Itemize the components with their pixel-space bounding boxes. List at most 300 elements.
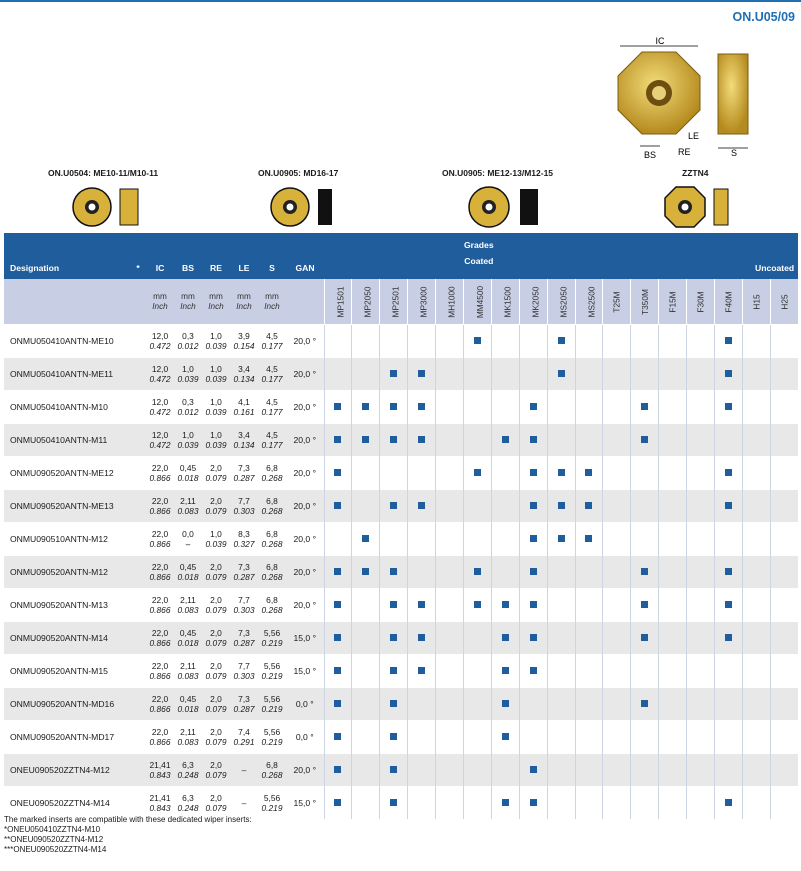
table-row [4,391,798,424]
grade-cell-mk1500 [491,622,519,655]
availability-mark [530,403,537,410]
grade-cell-mk2050 [519,754,547,787]
grade-cell-ms2050 [547,391,575,424]
bs-cell: 6,3 0.248 [174,787,202,820]
grade-cell-mp3000 [408,754,436,787]
table-row [4,358,798,391]
grade-label: MP1501 [334,286,345,317]
grade-cell-mm4500 [463,589,491,622]
availability-mark [530,634,537,641]
s-cell: 5,56 0.219 [258,622,286,655]
availability-mark [390,634,397,641]
availability-mark [390,601,397,608]
availability-mark [390,436,397,443]
bs-cell: 6,3 0.248 [174,754,202,787]
grade-cell-h15 [742,589,770,622]
grade-cell-h25 [770,655,798,688]
grade-label: F30M [695,290,706,313]
availability-mark [390,733,397,740]
availability-mark [502,634,509,641]
grade-cell-f15m [659,688,687,721]
grade-cell-mk1500 [491,787,519,820]
le-cell: 7,3 0.287 [230,457,258,490]
grade-label: H25 [779,293,790,310]
grade-cell-t350m [631,556,659,589]
availability-mark [558,370,565,377]
grade-cell-t350m [631,391,659,424]
re-cell: 2,0 0.079 [202,490,230,523]
grade-cell-mp1501 [324,655,352,688]
grade-cell-h15 [742,655,770,688]
re-cell: 2,0 0.079 [202,556,230,589]
grade-cell-mk2050 [519,721,547,754]
re-cell: 2,0 0.079 [202,589,230,622]
availability-mark [418,370,425,377]
grade-cell-mk1500 [491,358,519,391]
re-cell: 1,0 0.039 [202,325,230,358]
availability-mark [390,568,397,575]
s-cell: 4,5 0.177 [258,391,286,424]
grade-cell-mm4500 [463,457,491,490]
label-le: LE [688,131,700,141]
ic-cell: 12,0 0.472 [146,358,174,391]
grade-cell-t25m [603,622,631,655]
units-cell [146,279,174,325]
grade-cell-mh1000 [436,754,464,787]
grade-cell-mm4500 [463,325,491,358]
grade-cell-ms2050 [547,754,575,787]
grade-cell-mh1000 [436,457,464,490]
insert-side-view [718,54,748,134]
grade-cell-mp1501 [324,556,352,589]
grade-cell-t25m [603,358,631,391]
grade-cell-mp3000 [408,589,436,622]
availability-mark [362,535,369,542]
grade-cell-mp2501 [380,424,408,457]
grade-cell-f15m [659,325,687,358]
grade-cell-mp1501 [324,358,352,391]
units-cell [258,279,286,325]
ic-cell: 22,0 0.866 [146,589,174,622]
table-row [4,754,798,787]
grade-cell-t25m [603,490,631,523]
grade-cell-mp2501 [380,655,408,688]
grade-cell-f40m [714,622,742,655]
grade-cell-mk1500 [491,523,519,556]
grade-cell-t350m [631,655,659,688]
gan-cell: 0,0 ° [286,688,324,721]
re-cell: 2,0 0.079 [202,787,230,820]
grade-cell-mp2501 [380,622,408,655]
bs-cell: 2,11 0.083 [174,490,202,523]
grade-cell-mk2050 [519,655,547,688]
grade-cell-mk1500 [491,424,519,457]
table-row [4,490,798,523]
grade-cell-f40m [714,589,742,622]
grade-cell-ms2500 [575,391,603,424]
re-cell: 2,0 0.079 [202,457,230,490]
availability-mark [334,601,341,608]
grade-cell-mp2501 [380,754,408,787]
availability-mark [474,601,481,608]
grade-cell-h25 [770,721,798,754]
grade-cell-mm4500 [463,754,491,787]
grade-cell-mk2050 [519,424,547,457]
availability-mark [725,601,732,608]
availability-mark [502,601,509,608]
grade-cell-f30m [687,721,715,754]
grade-cell-t350m [631,589,659,622]
grade-cell-h15 [742,358,770,391]
grade-cell-f40m [714,688,742,721]
ic-cell: 12,0 0.472 [146,325,174,358]
gan-cell: 20,0 ° [286,589,324,622]
availability-mark [334,799,341,806]
star-cell [130,325,146,358]
grade-cell-mp2050 [352,622,380,655]
grade-cell-mp2050 [352,556,380,589]
grade-cell-ms2500 [575,457,603,490]
grade-cell-mp2050 [352,787,380,820]
grade-cell-ms2500 [575,490,603,523]
grade-cell-f15m [659,358,687,391]
grade-cell-mk1500 [491,490,519,523]
designation-cell: ONEU090520ZZTN4-M14 [4,787,130,820]
grade-cell-ms2500 [575,787,603,820]
grade-cell-mh1000 [436,655,464,688]
grade-header-mk2050 [519,279,547,325]
gan-cell: 20,0 ° [286,754,324,787]
grade-header-t350m [631,279,659,325]
grade-header-f15m [659,279,687,325]
grade-cell-t25m [603,589,631,622]
re-cell: 1,0 0.039 [202,424,230,457]
grade-label: H15 [751,293,762,310]
grade-cell-t25m [603,655,631,688]
grade-cell-mp3000 [408,457,436,490]
grade-cell-h25 [770,325,798,358]
grade-cell-ms2050 [547,457,575,490]
grade-cell-t25m [603,721,631,754]
star-cell [130,457,146,490]
s-cell: 6,8 0.268 [258,523,286,556]
ic-cell: 22,0 0.866 [146,655,174,688]
grade-cell-t25m [603,754,631,787]
grade-cell-mk2050 [519,391,547,424]
grade-cell-h15 [742,391,770,424]
availability-mark [585,502,592,509]
note-line: The marked inserts are compatible with these dedicated wiper inserts: [4,815,252,824]
grade-cell-f40m [714,424,742,457]
grade-cell-mp2050 [352,424,380,457]
bs-cell: 0,45 0.018 [174,688,202,721]
grade-label: MP2050 [362,286,373,317]
grade-cell-mp1501 [324,688,352,721]
grade-cell-mk2050 [519,490,547,523]
s-cell: 4,5 0.177 [258,325,286,358]
designation-cell: ONMU090520ANTN-M14 [4,622,130,655]
availability-mark [390,766,397,773]
grade-cell-t350m [631,457,659,490]
grade-cell-f40m [714,721,742,754]
table-row [4,457,798,490]
table-row [4,523,798,556]
grade-cell-f30m [687,556,715,589]
grade-label: MM4500 [475,285,486,318]
grade-cell-mp2501 [380,688,408,721]
head-uncoated: Uncoated [742,233,798,279]
grade-cell-mk1500 [491,655,519,688]
availability-mark [530,568,537,575]
grade-label: MP3000 [418,286,429,317]
grade-cell-mk2050 [519,523,547,556]
grade-cell-h15 [742,622,770,655]
availability-mark [725,370,732,377]
grade-cell-f30m [687,622,715,655]
availability-mark [641,403,648,410]
grade-cell-mp2501 [380,787,408,820]
designation-cell: ONMU090520ANTN-M15 [4,655,130,688]
grade-cell-mh1000 [436,688,464,721]
grade-cell-h15 [742,457,770,490]
grade-cell-t350m [631,424,659,457]
grade-cell-f15m [659,523,687,556]
designation-cell: ONMU090520ANTN-MD17 [4,721,130,754]
grade-cell-mh1000 [436,787,464,820]
gan-cell: 15,0 ° [286,655,324,688]
grade-header-ms2500 [575,279,603,325]
grade-cell-mh1000 [436,424,464,457]
star-cell [130,523,146,556]
grade-header-h25 [770,279,798,325]
grade-cell-t350m [631,622,659,655]
inserts-table [4,233,798,819]
grade-header-mk1500 [491,279,519,325]
availability-mark [530,535,537,542]
grade-cell-mp2501 [380,391,408,424]
grade-cell-ms2500 [575,358,603,391]
grade-cell-mk2050 [519,325,547,358]
grade-cell-f30m [687,523,715,556]
grade-cell-h15 [742,490,770,523]
grade-cell-f40m [714,391,742,424]
unit-inch: Inch [264,301,280,311]
grade-cell-mk1500 [491,325,519,358]
grade-cell-mp2050 [352,523,380,556]
grade-cell-t25m [603,556,631,589]
top-rule [0,0,801,2]
grade-cell-mk2050 [519,358,547,391]
bs-cell: 0,45 0.018 [174,457,202,490]
designation-cell: ONMU090520ANTN-ME13 [4,490,130,523]
re-cell: 1,0 0.039 [202,358,230,391]
s-cell: 6,8 0.268 [258,490,286,523]
grade-header-mp3000 [408,279,436,325]
availability-mark [530,766,537,773]
grade-label: F40M [723,290,734,313]
grade-cell-ms2050 [547,325,575,358]
table-row [4,622,798,655]
grade-cell-mk1500 [491,754,519,787]
grade-cell-f30m [687,391,715,424]
bs-cell: 0,3 0.012 [174,391,202,424]
grade-cell-h25 [770,688,798,721]
grade-cell-mm4500 [463,424,491,457]
star-cell [130,391,146,424]
availability-mark [362,568,369,575]
availability-mark [418,667,425,674]
grade-label: MS2050 [558,286,569,317]
availability-mark [390,370,397,377]
grade-cell-h25 [770,787,798,820]
grade-cell-ms2050 [547,655,575,688]
availability-mark [390,667,397,674]
grade-cell-t350m [631,358,659,391]
availability-mark [502,799,509,806]
gan-cell: 20,0 ° [286,424,324,457]
bs-cell: 1,0 0.039 [174,358,202,391]
designation-cell: ONEU090520ZZTN4-M12 [4,754,130,787]
availability-mark [641,568,648,575]
grade-cell-mm4500 [463,490,491,523]
grade-cell-mp2501 [380,721,408,754]
availability-mark [530,601,537,608]
le-cell: 7,3 0.287 [230,688,258,721]
table-row [4,655,798,688]
grade-cell-f30m [687,754,715,787]
grade-cell-mp1501 [324,754,352,787]
star-cell [130,424,146,457]
le-cell: 7,7 0.303 [230,589,258,622]
document-id: ON.U05/09 [732,10,795,24]
availability-mark [418,436,425,443]
grade-cell-mh1000 [436,325,464,358]
availability-mark [334,700,341,707]
grade-cell-mk1500 [491,688,519,721]
grade-cell-f15m [659,787,687,820]
gan-cell: 15,0 ° [286,622,324,655]
grade-cell-mp2501 [380,490,408,523]
table-row [4,424,798,457]
head-star: * [130,233,146,279]
ic-cell: 12,0 0.472 [146,391,174,424]
grade-cell-f15m [659,754,687,787]
grade-cell-h25 [770,556,798,589]
availability-mark [502,436,509,443]
grade-cell-mp3000 [408,688,436,721]
grade-cell-ms2500 [575,424,603,457]
grade-cell-f30m [687,325,715,358]
availability-mark [334,469,341,476]
availability-mark [390,700,397,707]
grade-cell-f40m [714,754,742,787]
availability-mark [334,568,341,575]
availability-mark [641,601,648,608]
availability-mark [530,502,537,509]
designation-cell: ONMU090520ANTN-ME12 [4,457,130,490]
gan-cell: 20,0 ° [286,358,324,391]
grade-cell-ms2050 [547,523,575,556]
le-cell: – [230,754,258,787]
grade-cell-mh1000 [436,523,464,556]
re-cell: 2,0 0.079 [202,688,230,721]
gan-cell: 15,0 ° [286,787,324,820]
le-cell: 3,9 0.154 [230,325,258,358]
grade-label: MK1500 [502,286,513,317]
re-cell: 2,0 0.079 [202,754,230,787]
s-cell: 5,56 0.219 [258,688,286,721]
grade-cell-h15 [742,688,770,721]
le-cell: 8,3 0.327 [230,523,258,556]
unit-inch: Inch [236,301,252,311]
availability-mark [558,337,565,344]
units-blank [130,279,146,325]
grade-cell-t25m [603,787,631,820]
grade-cell-mp2501 [380,589,408,622]
availability-mark [725,502,732,509]
grade-cell-mp1501 [324,523,352,556]
grade-cell-mh1000 [436,556,464,589]
label-bs: BS [644,150,657,160]
availability-mark [530,667,537,674]
re-cell: 1,0 0.039 [202,391,230,424]
grade-cell-mp2050 [352,490,380,523]
designation-cell: ONMU050410ANTN-M10 [4,391,130,424]
availability-mark [641,634,648,641]
availability-mark [474,469,481,476]
availability-mark [585,469,592,476]
s-cell: 4,5 0.177 [258,424,286,457]
s-cell: 5,56 0.219 [258,721,286,754]
grade-cell-f30m [687,655,715,688]
head-le: LE [230,233,258,279]
grade-cell-mp1501 [324,721,352,754]
table-row [4,721,798,754]
availability-mark [585,535,592,542]
grade-cell-mp1501 [324,457,352,490]
grade-cell-mp3000 [408,391,436,424]
grade-cell-h25 [770,358,798,391]
availability-mark [362,403,369,410]
grade-label: MH1000 [446,285,457,318]
grade-cell-h25 [770,523,798,556]
unit-inch: Inch [208,301,224,311]
grade-cell-ms2050 [547,589,575,622]
le-cell: 7,4 0.291 [230,721,258,754]
grade-cell-f15m [659,457,687,490]
grade-header-mp2050 [352,279,380,325]
le-cell: – [230,787,258,820]
grade-cell-f15m [659,424,687,457]
grade-cell-f40m [714,523,742,556]
notes [4,815,252,855]
s-cell: 6,8 0.268 [258,457,286,490]
designation-cell: ONMU090510ANTN-M12 [4,523,130,556]
grade-cell-mp2050 [352,358,380,391]
grade-header-mp2501 [380,279,408,325]
le-cell: 3,4 0.134 [230,358,258,391]
star-cell [130,556,146,589]
insert-image-zztn4 [664,186,734,228]
s-cell: 5,56 0.219 [258,787,286,820]
grade-cell-f15m [659,622,687,655]
availability-mark [334,766,341,773]
grade-cell-t25m [603,424,631,457]
grade-cell-h25 [770,391,798,424]
availability-mark [725,568,732,575]
availability-mark [418,502,425,509]
le-cell: 7,7 0.303 [230,655,258,688]
